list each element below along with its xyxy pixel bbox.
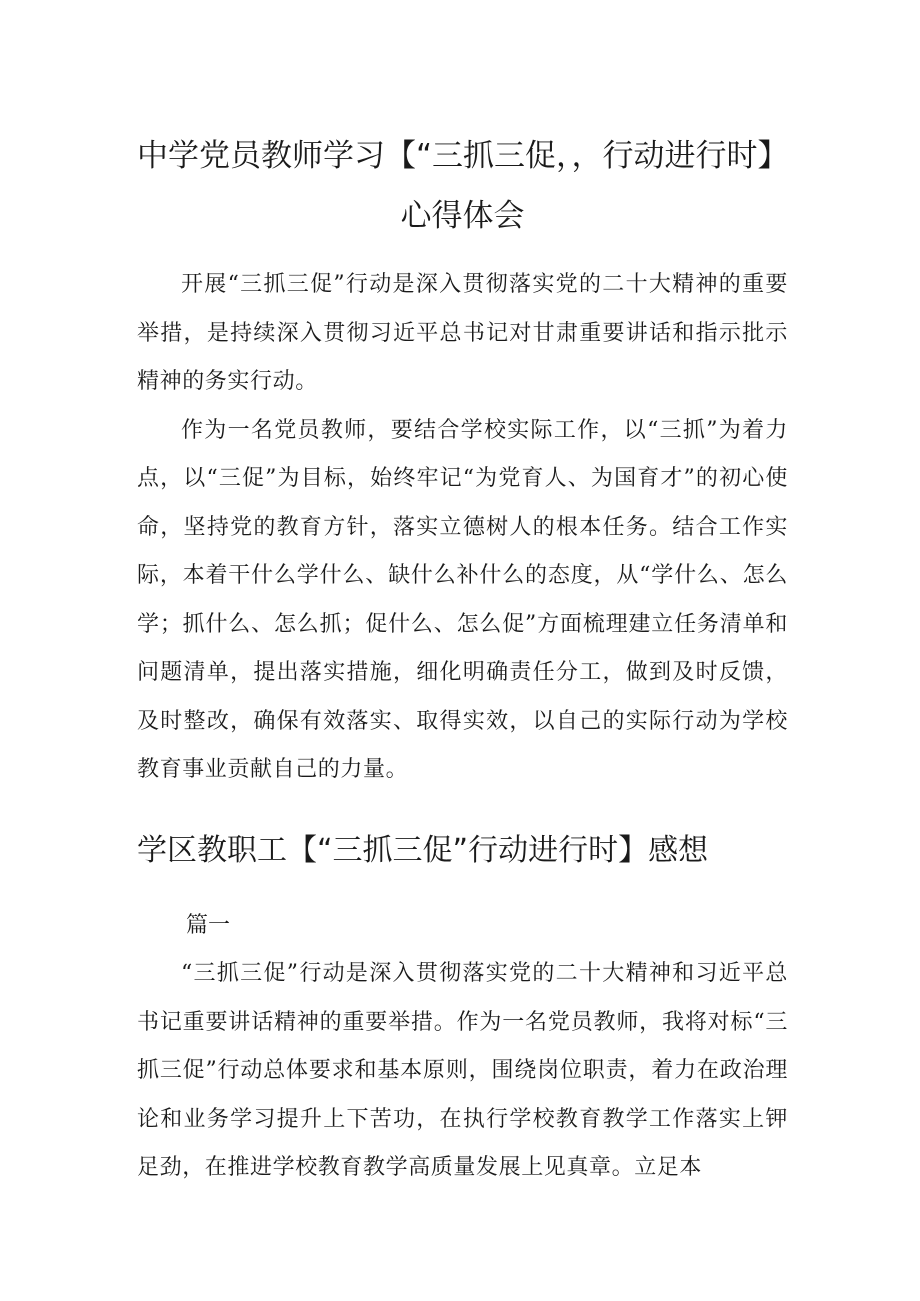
intro-paragraph-1: 开展“三抓三促”行动是深入贯彻落实党的二十大精神的重要举措，是持续深入贯彻习近平总书记对甘肃重要讲话和指示批示精神的务实行动。 [137, 272, 788, 394]
section-paragraph-1: “三抓三促”行动是深入贯彻落实党的二十大精神和习近平总书记重要讲话精神的重要举措。作为一名党员教师，我将对标“三抓三促”行动总体要求和基本原则，围绕岗位职责，着力在政治理论和业务学习提升上下苦功，在执行学校教育教学工作落实上钾足劲，在推进学校教育教学高质量发展上见真章。立足本 [137, 961, 788, 1180]
section-heading: 学区教职工【“三抓三促”行动进行时】感想 [137, 833, 709, 868]
intro-section [137, 261, 788, 795]
document-title [137, 126, 788, 246]
document-title-line-2: 心得体会 [400, 198, 525, 234]
intro-paragraph-2: 作为一名党员教师，要结合学校实际工作，以“三抓”为着力点，以“三促”为目标，始终牢记“为党育人、为国育才”的初心使命，坚持党的教育方针，落实立德树人的根本任务。结合工作实际，本着干什么学什么、缺什么补什么的态度，从“学什么、怎么学；抓什么、怎么抓；促什么、怎么促”方面梳理建立任务清单和问题清单，提出落实措施，细化明确责任分工，做到及时反馈，及时整改，确保有效落实、取得实效，以自己的实际行动为学校教育事业贡献自己的力量。 [137, 417, 788, 782]
section-label: 篇一 [186, 913, 231, 938]
section-body [137, 950, 788, 1193]
document-title-line-1: 中学党员教师学习【“三抓三促，，行动进行时】 [137, 138, 789, 174]
